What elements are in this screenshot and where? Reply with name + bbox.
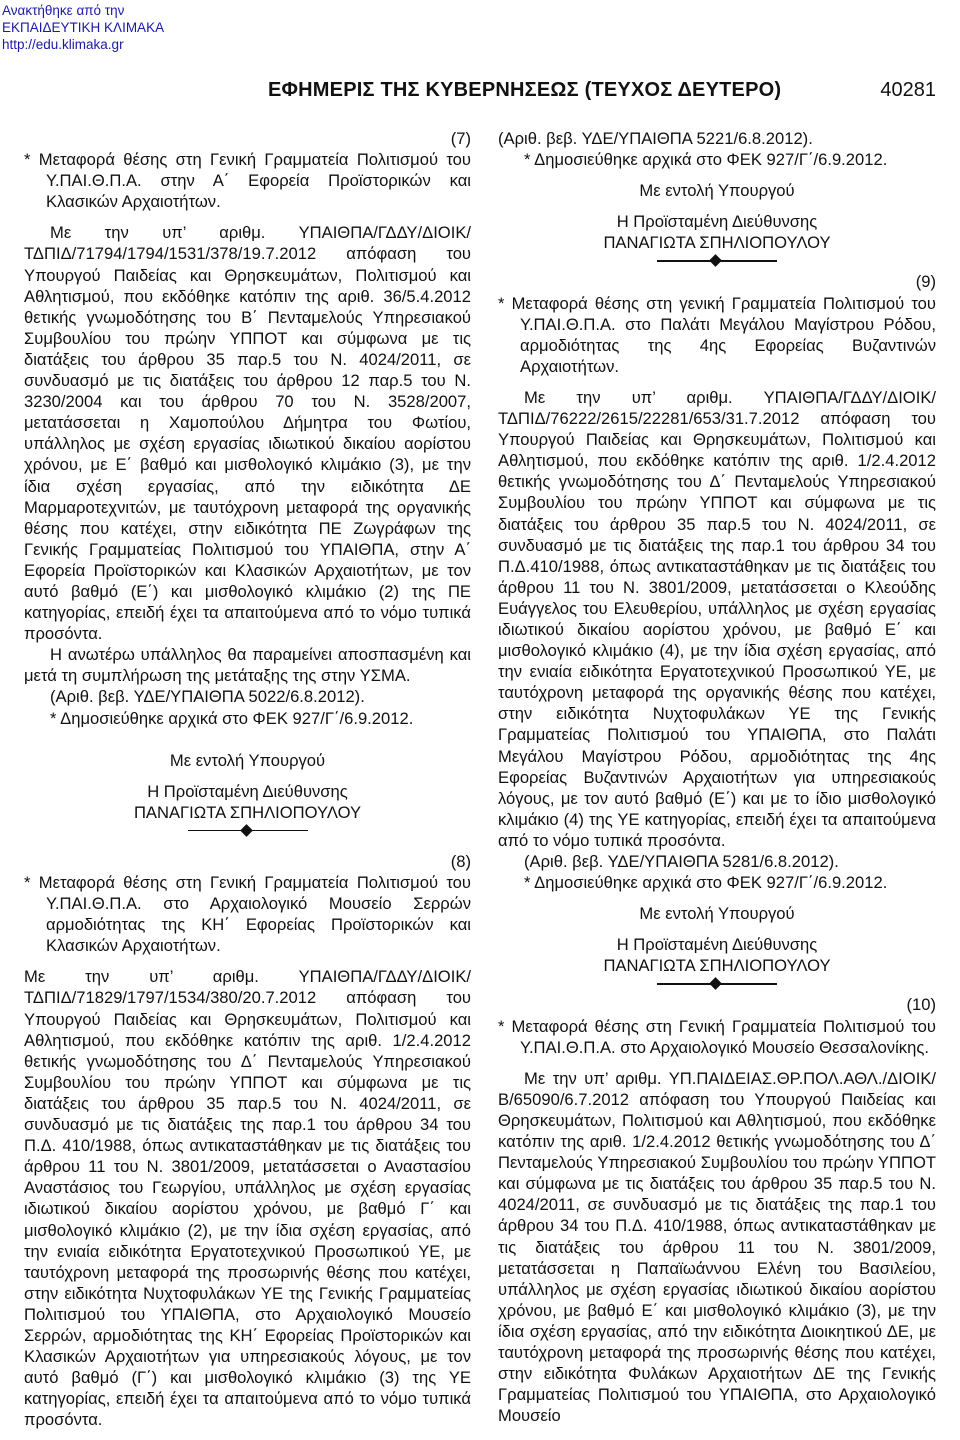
diamond-icon [709,255,722,268]
signature-order-3: Με εντολή Υπουργού [639,904,795,924]
watermark-line-2[interactable]: ΕΚΠΑΙΔΕΥΤΙΚΗ ΚΛΙΜΑΚΑ [2,20,165,35]
section-9-reference: (Αριθ. βεβ. ΥΔΕ/ΥΠΑΙΘΠΑ 5281/6.8.2012). [524,852,839,871]
section-7-body-2: Η ανωτέρω υπάλληλος θα παραμείνει αποσπασμένη και μετά τη συμπλήρωση της μετάταξης της στην ΥΣΜΑ. [24,645,471,686]
section-10-title: * Μεταφορά θέσης στη Γενική Γραμματεία Πολιτισμού του Υ.ΠΑΙ.Θ.Π.Α. στο Αρχαιολογικό Μουσείο Θεσσαλονίκης. [498,1016,936,1057]
signature-order-2: Με εντολή Υπουργού [639,181,795,201]
signature-name-3: ΠΑΝΑΓΙΩΤΑ ΣΠΗΛΙΟΠΟΥΛΟΥ [603,956,831,976]
page-number: 40281 [880,79,936,101]
section-7-reference: (Αριθ. βεβ. ΥΔΕ/ΥΠΑΙΘΠΑ 5022/6.8.2012). [50,687,365,707]
section-7-body: Με την υπ’ αριθμ. ΥΠΑΙΘΠΑ/ΓΔΔΥ/ΔΙΟΙΚ/ΤΔΠΙΔ/71794/1794/1531/378/19.7.2012 απόφαση του Υπουργού Παιδείας και Θρησκευμάτων, Πολιτισμού και Αθλητισμού, που εκδόθηκε κατόπιν της αριθ. 36/5.4.2012 θετικής γνωμοδότησης του Β΄ Πενταμελούς Υπηρεσιακού Συμβουλίου του πρώην ΥΠΠΟΤ και σύμφωνα με τις διατάξεις του άρθρου 35 παρ.5 του Ν. 4024/2011, σε συνδυασμό με τις διατάξεις του άρθρου 12 παρ.5 του Ν. 3230/2004 και του άρθρου 70 του Ν. 3528/2007, μετατάσσεται η Χαμοπούλου Δήμητρα του Φωτίου, υπάλληλος με σχέση εργασίας ιδιωτικού δικαίου αορίστου χρόνου, με Ε΄ βαθμό και μισθολογικό κλιμάκιο (3), με την ίδια σχέση εργασίας, από την ειδικότητα ΔΕ Μαρμαροτεχνιτών, με ταυτόχρονη μεταφορά της οργανικής θέσης που κατέχει, στην ειδικότητα ΠΕ Ζωγράφων της Γενικής Γραμματείας Πολιτισμού του ΥΠΑΙΘΠΑ, στην Α΄ Εφορεία Προϊστορικών και Κλασικών Αρχαιοτήτων, με τον αυτό βαθμό (Ε΄) και μισθολογικό κλιμάκιο (2) της ΠΕ κατηγορίας, επειδή έχει τα απαιτούμενα από το νόμο τυπικά προσόντα. [24,223,471,644]
section-divider [657,978,777,990]
right-column [498,128,936,1426]
section-divider [657,255,777,267]
diamond-icon [240,824,253,837]
signature-role-2: Η Προϊσταμένη Διεύθυνσης [616,212,818,232]
page-header [0,73,960,113]
section-7-title: * Μεταφορά θέσης στη Γενική Γραμματεία Πολιτισμού του Υ.ΠΑΙ.Θ.Π.Α. στην Α΄ Εφορεία Προϊστορικών και Κλασικών Αρχαιοτήτων. [24,150,471,212]
signature-role: Η Προϊσταμένη Διεύθυνσης [147,781,348,801]
signature-order: Με εντολή Υπουργού [169,750,326,770]
watermark [2,2,164,53]
section-number-9: (9) [915,272,936,292]
signature-role-3: Η Προϊσταμένη Διεύθυνσης [616,935,818,955]
left-column [24,128,471,1430]
section-7-publication: * Δημοσιεύθηκε αρχικά στο ΦΕΚ 927/Γ΄/6.9.2012. [50,708,414,728]
signature-name: ΠΑΝΑΓΙΩΤΑ ΣΠΗΛΙΟΠΟΥΛΟΥ [133,802,362,822]
diamond-icon [709,978,722,991]
section-number-7: (7) [450,129,471,148]
section-number-8: (8) [450,851,471,871]
section-8-title: * Μεταφορά θέσης στη Γενική Γραμματεία Πολιτισμού του Υ.ΠΑΙ.Θ.Π.Α. στο Αρχαιολογικό Μουσείο Σερρών αρμοδιότητας της ΚΗ΄ Εφορείας Προϊστορικών και Κλασικών Αρχαιοτήτων. [24,873,471,956]
watermark-link[interactable]: http://edu.klimaka.gr [2,37,124,52]
section-9-publication: * Δημοσιεύθηκε αρχικά στο ΦΕΚ 927/Γ΄/6.9.2012. [524,873,888,893]
section-8-reference: (Αριθ. βεβ. ΥΔΕ/ΥΠΑΙΘΠΑ 5221/6.8.2012). [498,129,813,148]
section-9-body: Με την υπ’ αριθμ. ΥΠΑΙΘΠΑ/ΓΔΔΥ/ΔΙΟΙΚ/ΤΔΠΙΔ/76222/2615/22281/653/31.7.2012 απόφαση του Υπουργού Παιδείας και Θρησκευμάτων, Πολιτισμού και Αθλητισμού, που εκδόθηκε κατόπιν της αριθ. 1/2.4.2012 θετικής γνωμοδότησης του Δ΄ Πενταμελούς Υπηρεσιακού Συμβουλίου του πρώην ΥΠΠΟΤ και σύμφωνα με τις διατάξεις του άρθρου 35 παρ.5 του Ν. 4024/2011, σε συνδυασμό με τις διατάξεις της παρ.1 του άρθρου 34 του Π.Δ.410/1988, όπως αντικαταστάθηκαν με τις διατάξεις του άρθρου 11 του Ν. 3801/2009, μετατάσσεται ο Κλεούδης Ευάγγελος του Ελευθερίου, υπάλληλος με σχέση εργασίας ιδιωτικού δικαίου αορίστου χρόνου, με βαθμό Ε΄ και μισθολογικό κλιμάκιο (4), με την ίδια σχέση εργασίας, από την ενιαία ειδικότητα Εργατοτεχνικού Προσωπικού ΥΕ, με ταυτόχρονη μεταφορά της οργανικής θέσης που κατέχει, στην ειδικότητα Νυχτοφυλάκων ΥΕ της Γενικής Γραμματείας Πολιτισμού του ΥΠΑΙΘΠΑ, στο Παλάτι Μεγάλου Μαγίστρου Ρόδου, αρμοδιότητας της 4ης Εφορείας Βυζαντινών Αρχαιοτήτων για υπηρεσιακούς λόγους, με τον αυτό βαθμό (Ε΄) και με το ίδιο μισθολογικό κλιμάκιο (4) της ΥΕ κατηγορίας, επειδή έχει τα απαιτούμενα από το νόμο τυπικά προσόντα. [498,387,936,850]
signature-name-2: ΠΑΝΑΓΙΩΤΑ ΣΠΗΛΙΟΠΟΥΛΟΥ [603,233,831,253]
gazette-title: ΕΦΗΜΕΡΙΣ ΤΗΣ ΚΥΒΕΡΝΗΣΕΩΣ (ΤΕΥΧΟΣ ΔΕΥΤΕΡΟ) [268,79,782,101]
section-9-title: * Μεταφορά θέσης στη γενική Γραμματεία Πολιτισμού του Υ.ΠΑΙ.Θ.Π.Α. στο Παλάτι Μεγάλου Μαγίστρου Ρόδου, αρμοδιότητας της 4ης Εφορείας Βυζαντινών Αρχαιοτήτων. [498,293,936,376]
section-divider [188,825,308,837]
section-number-10: (10) [906,995,936,1015]
watermark-line-1[interactable]: Ανακτήθηκε από την [2,3,125,18]
section-10-body: Με την υπ’ αριθμ. ΥΠ.ΠΑΙΔΕΙΑΣ.ΘΡ.ΠΟΛ.ΑΘΛ./ΔΙΟΙΚ/Β/65090/6.7.2012 απόφαση του Υπουργού Παιδείας και Θρησκευμάτων, Πολιτισμού και Αθλητισμού, που εκδόθηκε κατόπιν της αριθ. 1/2.4.2012 θετικής γνωμοδότησης του Δ΄ Πενταμελούς Υπηρεσιακού Συμβουλίου του πρώην ΥΠΠΟΤ και σύμφωνα με τις διατάξεις του άρθρου 35 παρ.5 του Ν. 4024/2011, σε συνδυασμό με τις διατάξεις της παρ.1 του άρθρου 34 του Π.Δ. 410/1988, όπως αντικαταστάθηκαν με τις διατάξεις του άρθρου 11 του Ν. 3801/2009, μετατάσσεται η Παπαϊωάννου Ελένη του Βασιλείου, υπάλληλος με σχέση εργασίας ιδιωτικού δικαίου αορίστου χρόνου, με βαθμό Ε΄ και μισθολογικό κλιμάκιο (3), με την ίδια σχέση εργασίας, από την ειδικότητα Διοικητικού ΔΕ, με ταυτόχρονη μεταφορά της προσωρινής θέσης που κατέχει, στην ειδικότητα Φυλάκων Αρχαιοτήτων ΔΕ της Γενικής Γραμματείας Πολιτισμού του ΥΠΑΙΘΠΑ, στο Αρχαιολογικό Μουσείο [498,1068,936,1426]
section-8-body: Με την υπ’ αριθμ. ΥΠΑΙΘΠΑ/ΓΔΔΥ/ΔΙΟΙΚ/ΤΔΠΙΔ/71829/1797/1534/380/20.7.2012 απόφαση του Υπουργού Παιδείας και Θρησκευμάτων, Πολιτισμού και Αθλητισμού, που εκδόθηκε κατόπιν της αριθ. 1/2.4.2012 θετικής γνωμοδότησης του Δ΄ Πενταμελούς Υπηρεσιακού Συμβουλίου του πρώην ΥΠΠΟΤ και σύμφωνα με τις διατάξεις του άρθρου 35 παρ.5 του Ν. 4024/2011, σε συνδυασμό με τις διατάξεις της παρ.1 του άρθρου 34 του Π.Δ. 410/1988, όπως αντικαταστάθηκαν με τις διατάξεις του άρθρου 11 του Ν. 3801/2009, μετατάσσεται ο Αναστασίου Αναστάσιος του Γεωργίου, υπάλληλος με σχέση εργασίας ιδιωτικού δικαίου αορίστου χρόνου, με βαθμό Γ΄ και μισθολογικό κλιμάκιο (2), με την ίδια σχέση εργασίας, από την ενιαία ειδικότητα Εργατοτεχνικού Προσωπικού ΥΕ, με ταυτόχρονη μεταφορά της προσωρινής θέσης που κατέχει, στην ειδικότητα Νυχτοφυλάκων ΥΕ της Γενικής Γραμματείας Πολιτισμού του ΥΠΑΙΘΠΑ, στο Αρχαιολογικό Μουσείο Σερρών, αρμοδιότητας της ΚΗ΄ Εφορείας Προϊστορικών και Κλασικών Αρχαιοτήτων για υπηρεσιακούς λόγους, με τον αυτό βαθμό (Γ΄) και μισθολογικό κλιμάκιο (3) της ΥΕ κατηγορίας, επειδή έχει τα απαιτούμενα από το νόμο τυπικά προσόντα. [24,967,471,1430]
section-8-publication: * Δημοσιεύθηκε αρχικά στο ΦΕΚ 927/Γ΄/6.9.2012. [524,150,888,170]
